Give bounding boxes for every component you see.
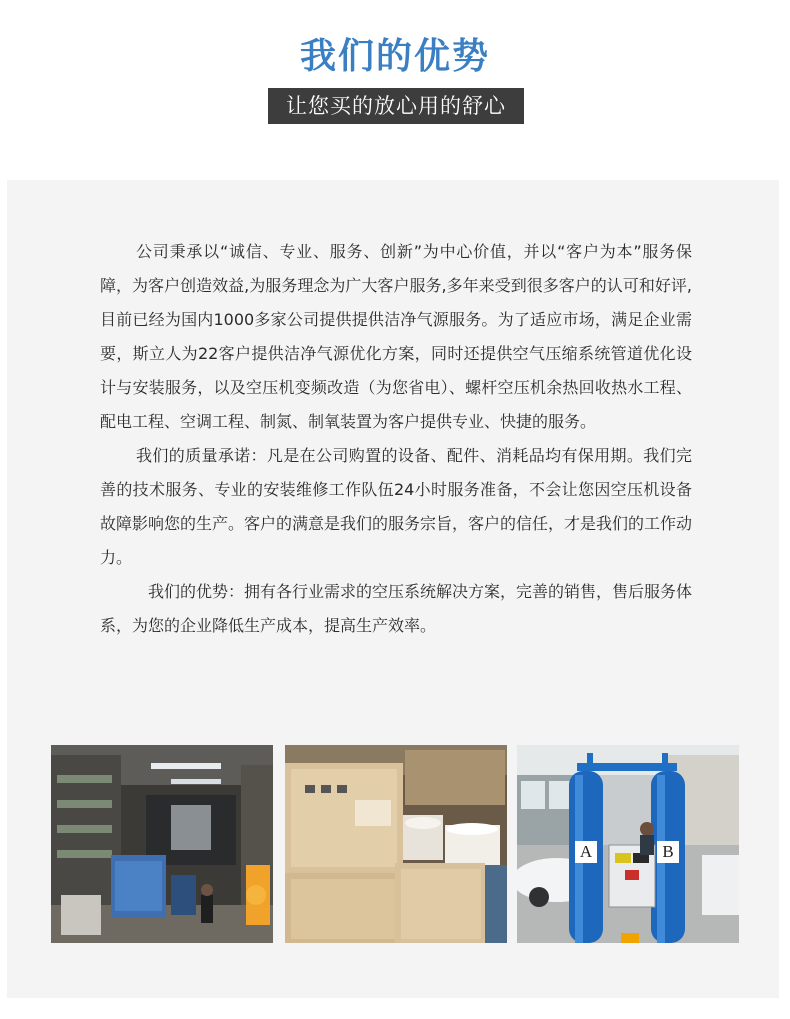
shop-interior-photo [51,745,273,943]
air-dryer-photo [517,745,739,943]
dryer-tank-label-a: A [579,842,593,861]
paragraph-quality-promise: 我们的质量承诺：凡是在公司购置的设备、配件、消耗品均有保用期。我们完善的技术服务、专业的安装维修工作队伍24小时服务准备，不会让您因空压机设备故障影响您的生产。客户的满意是我们的服务宗旨，客户的信任，才是我们的工作动力。 [100,446,693,567]
paragraph-our-advantages: 我们的优势：拥有各行业需求的空压系统解决方案，完善的销售，售后服务体系，为您的企业降低生产成本，提高生产效率。 [100,582,693,635]
page-subtitle: 让您买的放心用的舒心 [268,88,524,124]
dryer-tank-label-b: B [662,842,674,861]
advantages-text [100,235,692,643]
warehouse-boxes-photo [285,745,507,943]
page-title: 我们的优势 [299,36,490,77]
paragraph-company-values: 公司秉承以“诚信、专业、服务、创新”为中心价值，并以“客户为本”服务保障，为客户创造效益,为服务理念为广大客户服务,多年来受到很多客户的认可和好评,目前已经为国内1000多家公司提供提供洁净气源服务。为了适应市场，满足企业需要，斯立人为22客户提供洁净气源优化方案，同时还提供空气压缩系统管道优化设计与安装服务，以及空压机变频改造（为您省电）、螺杆空压机余热回收热水工程、配电工程、空调工程、制氮、制氧装置为客户提供专业、快捷的服务。 [100,242,692,431]
